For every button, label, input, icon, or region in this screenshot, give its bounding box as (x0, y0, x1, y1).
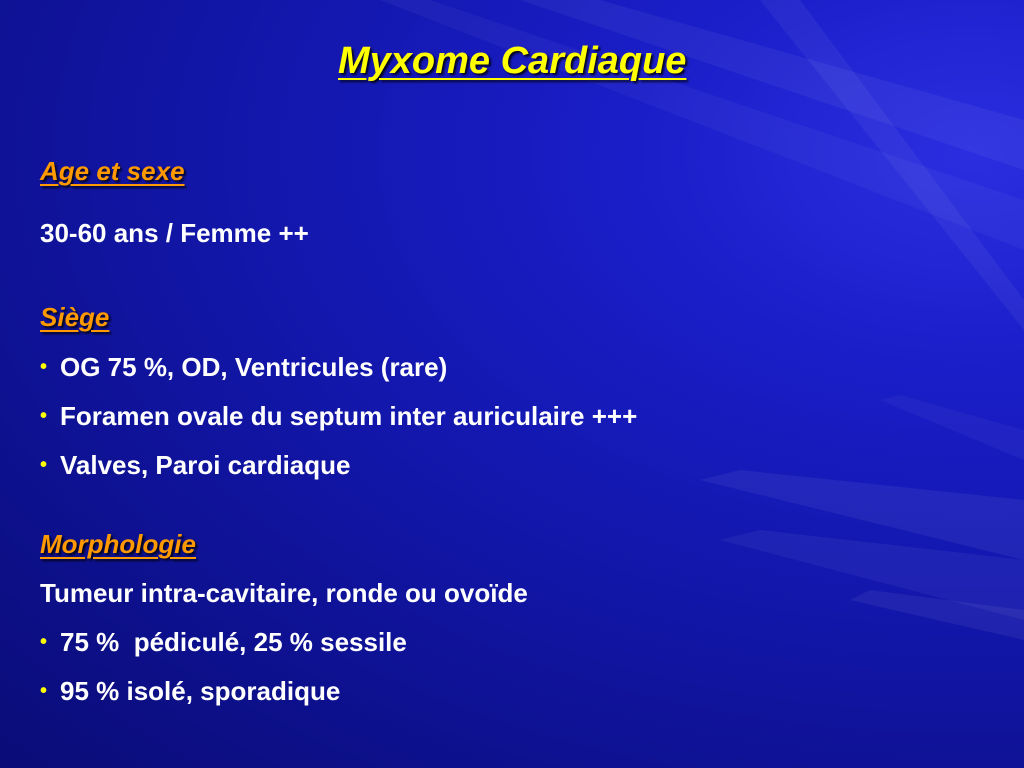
bullet-item (40, 450, 351, 481)
bullet-icon: • (40, 631, 48, 653)
slide-title: Myxome Cardiaque (338, 40, 687, 82)
bullet-item (40, 352, 447, 383)
bullet-text: OG 75 %, OD, Ventricules (rare) (60, 352, 448, 382)
morphology-text: Tumeur intra-cavitaire, ronde ou ovoïde (40, 578, 528, 608)
section-heading-morphologie: Morphologie (40, 529, 196, 559)
bullet-icon: • (40, 405, 48, 427)
section-heading-siege: Siège (40, 302, 110, 332)
section-heading-age: Age et sexe (40, 156, 185, 186)
age-sex-text: 30-60 ans / Femme ++ (40, 218, 309, 248)
bullet-item (40, 401, 637, 432)
bullet-item (40, 676, 340, 707)
bullet-icon: • (40, 454, 48, 476)
bullet-icon: • (40, 356, 48, 378)
bullet-text: 75 % pédiculé, 25 % sessile (60, 627, 407, 657)
bullet-text: Foramen ovale du septum inter auriculaire +++ (60, 401, 638, 431)
bullet-text: 95 % isolé, sporadique (60, 676, 341, 706)
bullet-item (40, 627, 407, 658)
bullet-text: Valves, Paroi cardiaque (60, 450, 351, 480)
bullet-icon: • (40, 680, 48, 702)
